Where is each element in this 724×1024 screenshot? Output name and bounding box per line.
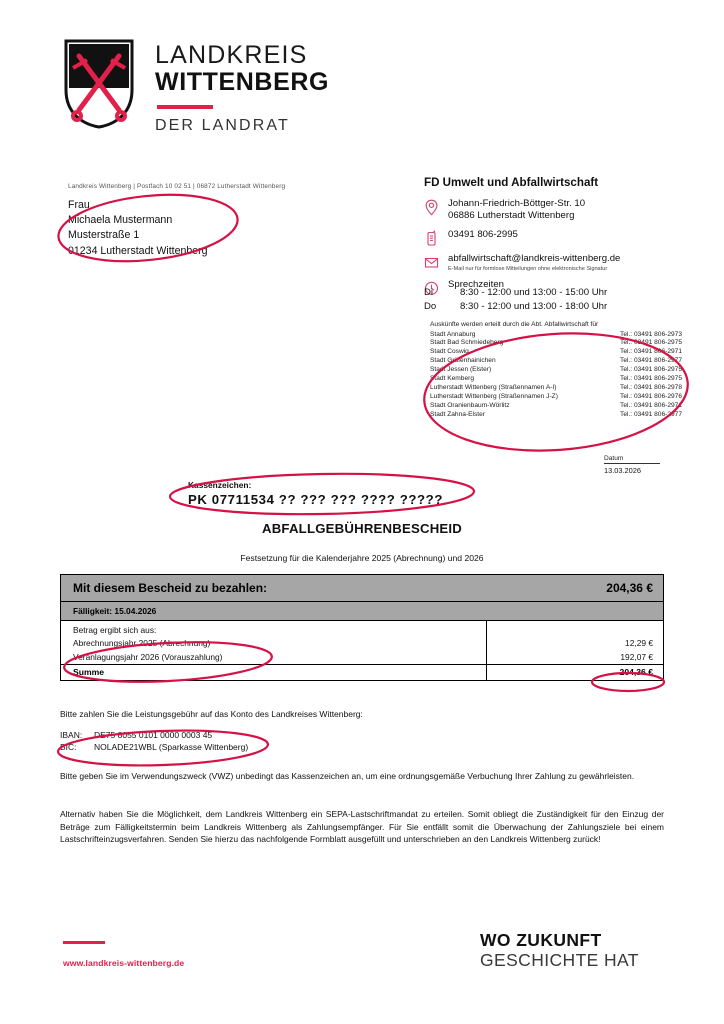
breakdown-row-label: Abrechnungsjahr 2025 (Abrechnung) bbox=[73, 638, 211, 649]
hours-day: Do bbox=[424, 300, 437, 312]
municipality-row bbox=[430, 384, 682, 393]
bank-details bbox=[60, 729, 248, 754]
contact-address-row bbox=[424, 198, 686, 223]
payment-total-amount: 204,36 € bbox=[606, 581, 653, 595]
office-hours-table bbox=[424, 286, 686, 313]
contact-address bbox=[448, 198, 585, 223]
municipality-tel: Tel.: 03491 806-2975 bbox=[620, 375, 682, 383]
footer-website-link[interactable]: www.landkreis-wittenberg.de bbox=[63, 958, 185, 968]
municipality-tel: Tel.: 03491 806-2978 bbox=[620, 383, 682, 391]
kassenzeichen-block bbox=[188, 480, 443, 507]
wordmark bbox=[155, 38, 329, 135]
contact-phone-row bbox=[424, 229, 686, 247]
municipality-name: Stadt Jessen (Elster) bbox=[430, 366, 492, 374]
iban-value: DE75 8055 0101 0000 0003 45 bbox=[94, 730, 213, 740]
recipient-line: Frau bbox=[68, 199, 90, 211]
municipality-name: Stadt Annaburg bbox=[430, 330, 476, 338]
letterhead-logo bbox=[63, 38, 329, 135]
municipality-tel: Tel.: 03491 806-2975 bbox=[620, 366, 682, 374]
date-value: 13.03.2026 bbox=[604, 466, 641, 475]
bic-row bbox=[60, 741, 248, 753]
vwz-paragraph: Bitte geben Sie im Verwendungszweck (VWZ) unbedingt das Kassenzeichen an, um eine ordnungsgemäße Verbuchung Ihrer Zahlung zu gewährleisten. bbox=[60, 771, 635, 781]
municipality-contact-list bbox=[430, 321, 682, 420]
payment-breakdown-labels bbox=[61, 621, 487, 664]
breakdown-spacer bbox=[487, 621, 663, 637]
contact-address-line: 06886 Lutherstadt Wittenberg bbox=[448, 210, 575, 222]
municipality-row bbox=[430, 357, 682, 366]
wordmark-rule bbox=[157, 105, 213, 109]
phone-icon bbox=[424, 229, 448, 247]
iban-row bbox=[60, 729, 248, 741]
municipality-tel: Tel.: 03491 806-2977 bbox=[620, 357, 682, 365]
bic-label: BIC: bbox=[60, 742, 77, 753]
office-hours-row bbox=[424, 300, 686, 314]
municipality-row bbox=[430, 402, 682, 411]
kassenzeichen-value: PK 07711534 ?? ??? ??? ???? ????? bbox=[188, 492, 443, 507]
hours-time: 8:30 - 12:00 und 13:00 - 18:00 Uhr bbox=[460, 300, 608, 312]
contact-email-row bbox=[424, 253, 686, 273]
municipality-name: Stadt Kemberg bbox=[430, 375, 474, 383]
claim-line-2: GESCHICHTE HAT bbox=[480, 950, 639, 971]
page-subtitle: Festsetzung für die Kalenderjahre 2025 (Abrechnung) und 2026 bbox=[240, 553, 484, 563]
recipient-line: Musterstraße 1 bbox=[68, 229, 140, 242]
date-block bbox=[604, 455, 660, 475]
municipality-tel: Tel.: 03491 806-2977 bbox=[620, 410, 682, 418]
date-label: Datum bbox=[604, 455, 624, 462]
breakdown-row-label: Veranlagungsjahr 2026 (Vorauszahlung) bbox=[73, 651, 223, 662]
contact-phone: 03491 806-2995 bbox=[448, 228, 518, 240]
recipient-line: 01234 Lutherstadt Wittenberg bbox=[68, 244, 208, 257]
sepa-paragraph: Alternativ haben Sie die Möglichkeit, dem Landkreis Wittenberg ein SEPA-Lastschriftmandat zu erteilen. Somit obliegt die Zuständigkeit für den Einzug der Beträge zum Fälligkeitstermin beim Landkreis Wittenberg als Zahlungsempfänger. Für Sie entfällt somit die Überwachung der Zahlungsziele bei einem Lastschrifteinzugsverfahren. Senden Sie hierzu das nachfolgende Formblatt ausgefüllt und unterschrieben an den Landkreis Wittenberg zurück! bbox=[60, 809, 664, 845]
contact-block bbox=[424, 176, 686, 303]
municipality-name: Lutherstadt Wittenberg (Straßennamen A-I) bbox=[430, 383, 557, 391]
bank-intro-text: Bitte zahlen Sie die Leistungsgebühr auf das Konto des Landkreises Wittenberg: bbox=[60, 709, 363, 719]
iban-label: IBAN: bbox=[60, 730, 83, 740]
municipality-name: Stadt Bad Schmiedeberg bbox=[430, 339, 504, 347]
municipality-row bbox=[430, 331, 682, 340]
page-title: ABFALLGEBÜHRENBESCHEID bbox=[261, 521, 463, 536]
municipality-tel: Tel.: 03491 806-2973 bbox=[620, 330, 682, 338]
office-hours-row bbox=[424, 286, 686, 300]
hours-day: Di bbox=[424, 287, 434, 298]
date-rule bbox=[604, 463, 660, 464]
contact-email-text bbox=[448, 253, 620, 273]
envelope-icon bbox=[424, 253, 448, 271]
hours-time: 8:30 - 12:00 und 13:00 - 15:00 Uhr bbox=[460, 287, 608, 298]
breakdown-row-amount: 12,29 € bbox=[625, 638, 653, 649]
municipality-row bbox=[430, 348, 682, 357]
municipality-name: Lutherstadt Wittenberg (Straßennamen J-Z) bbox=[430, 392, 558, 400]
breakdown-intro: Betrag ergibt sich aus: bbox=[73, 625, 157, 635]
bic-value: NOLADE21WBL (Sparkasse Wittenberg) bbox=[94, 742, 249, 753]
kassenzeichen-label: Kassenzeichen: bbox=[188, 480, 252, 490]
hours-label: Sprechzeiten bbox=[448, 279, 504, 291]
municipality-list-heading: Auskünfte werden erteilt durch die Abt. Abfallwirtschaft für bbox=[430, 321, 599, 328]
municipality-tel: Tel.: 03491 806-2975 bbox=[620, 339, 682, 347]
municipality-name: Stadt Zahna-Elster bbox=[430, 410, 485, 418]
wordmark-line-3: DER LANDRAT bbox=[155, 117, 290, 134]
municipality-tel: Tel.: 03491 806-2976 bbox=[620, 392, 682, 400]
municipality-name: Stadt Gräfenhainichen bbox=[430, 357, 496, 365]
municipality-row bbox=[430, 411, 682, 420]
coat-of-arms-crossed-swords-icon bbox=[63, 38, 135, 130]
payment-total-header bbox=[61, 575, 663, 602]
payment-sum-amount: 204,36 € bbox=[619, 666, 653, 677]
municipality-row bbox=[430, 375, 682, 384]
payment-sum-label: Summe bbox=[61, 665, 487, 680]
department-title: FD Umwelt und Abfallwirtschaft bbox=[424, 176, 599, 189]
payment-total-label: Mit diesem Bescheid zu bezahlen: bbox=[73, 581, 268, 595]
recipient-line: Michaela Mustermann bbox=[68, 214, 173, 227]
municipality-row bbox=[430, 366, 682, 375]
municipality-name: Stadt Coswig bbox=[430, 348, 469, 356]
payment-breakdown-amounts bbox=[487, 621, 663, 664]
municipality-row bbox=[430, 339, 682, 348]
sender-return-line: Landkreis Wittenberg | Postfach 10 02 51 | 06872 Lutherstadt Wittenberg bbox=[68, 183, 286, 190]
footer-claim bbox=[480, 930, 639, 970]
contact-email-note: E-Mail nur für formlose Mitteilungen ohne elektronische Signatur bbox=[448, 266, 608, 273]
municipality-name: Stadt Oranienbaum-Wörlitz bbox=[430, 401, 510, 409]
wordmark-line-1: LANDKREIS bbox=[155, 41, 308, 69]
municipality-row bbox=[430, 393, 682, 402]
payment-due-date: Fälligkeit: 15.04.2026 bbox=[61, 602, 663, 621]
breakdown-row-amount: 192,07 € bbox=[620, 651, 653, 662]
wordmark-line-2: WITTENBERG bbox=[155, 68, 330, 96]
location-pin-icon bbox=[424, 198, 448, 216]
payment-summary-table bbox=[60, 574, 664, 681]
payment-sum-row bbox=[61, 664, 663, 680]
payment-breakdown bbox=[61, 621, 663, 664]
claim-line-1: WO ZUKUNFT bbox=[480, 930, 602, 950]
contact-address-line: Johann-Friedrich-Böttger-Str. 10 bbox=[448, 198, 586, 209]
municipality-tel: Tel.: 03491 806-2971 bbox=[620, 401, 682, 409]
recipient-address bbox=[68, 198, 208, 259]
contact-email[interactable]: abfallwirtschaft@landkreis-wittenberg.de bbox=[448, 252, 621, 264]
footer-rule bbox=[63, 941, 105, 944]
municipality-tel: Tel.: 03491 806-2971 bbox=[620, 348, 682, 356]
